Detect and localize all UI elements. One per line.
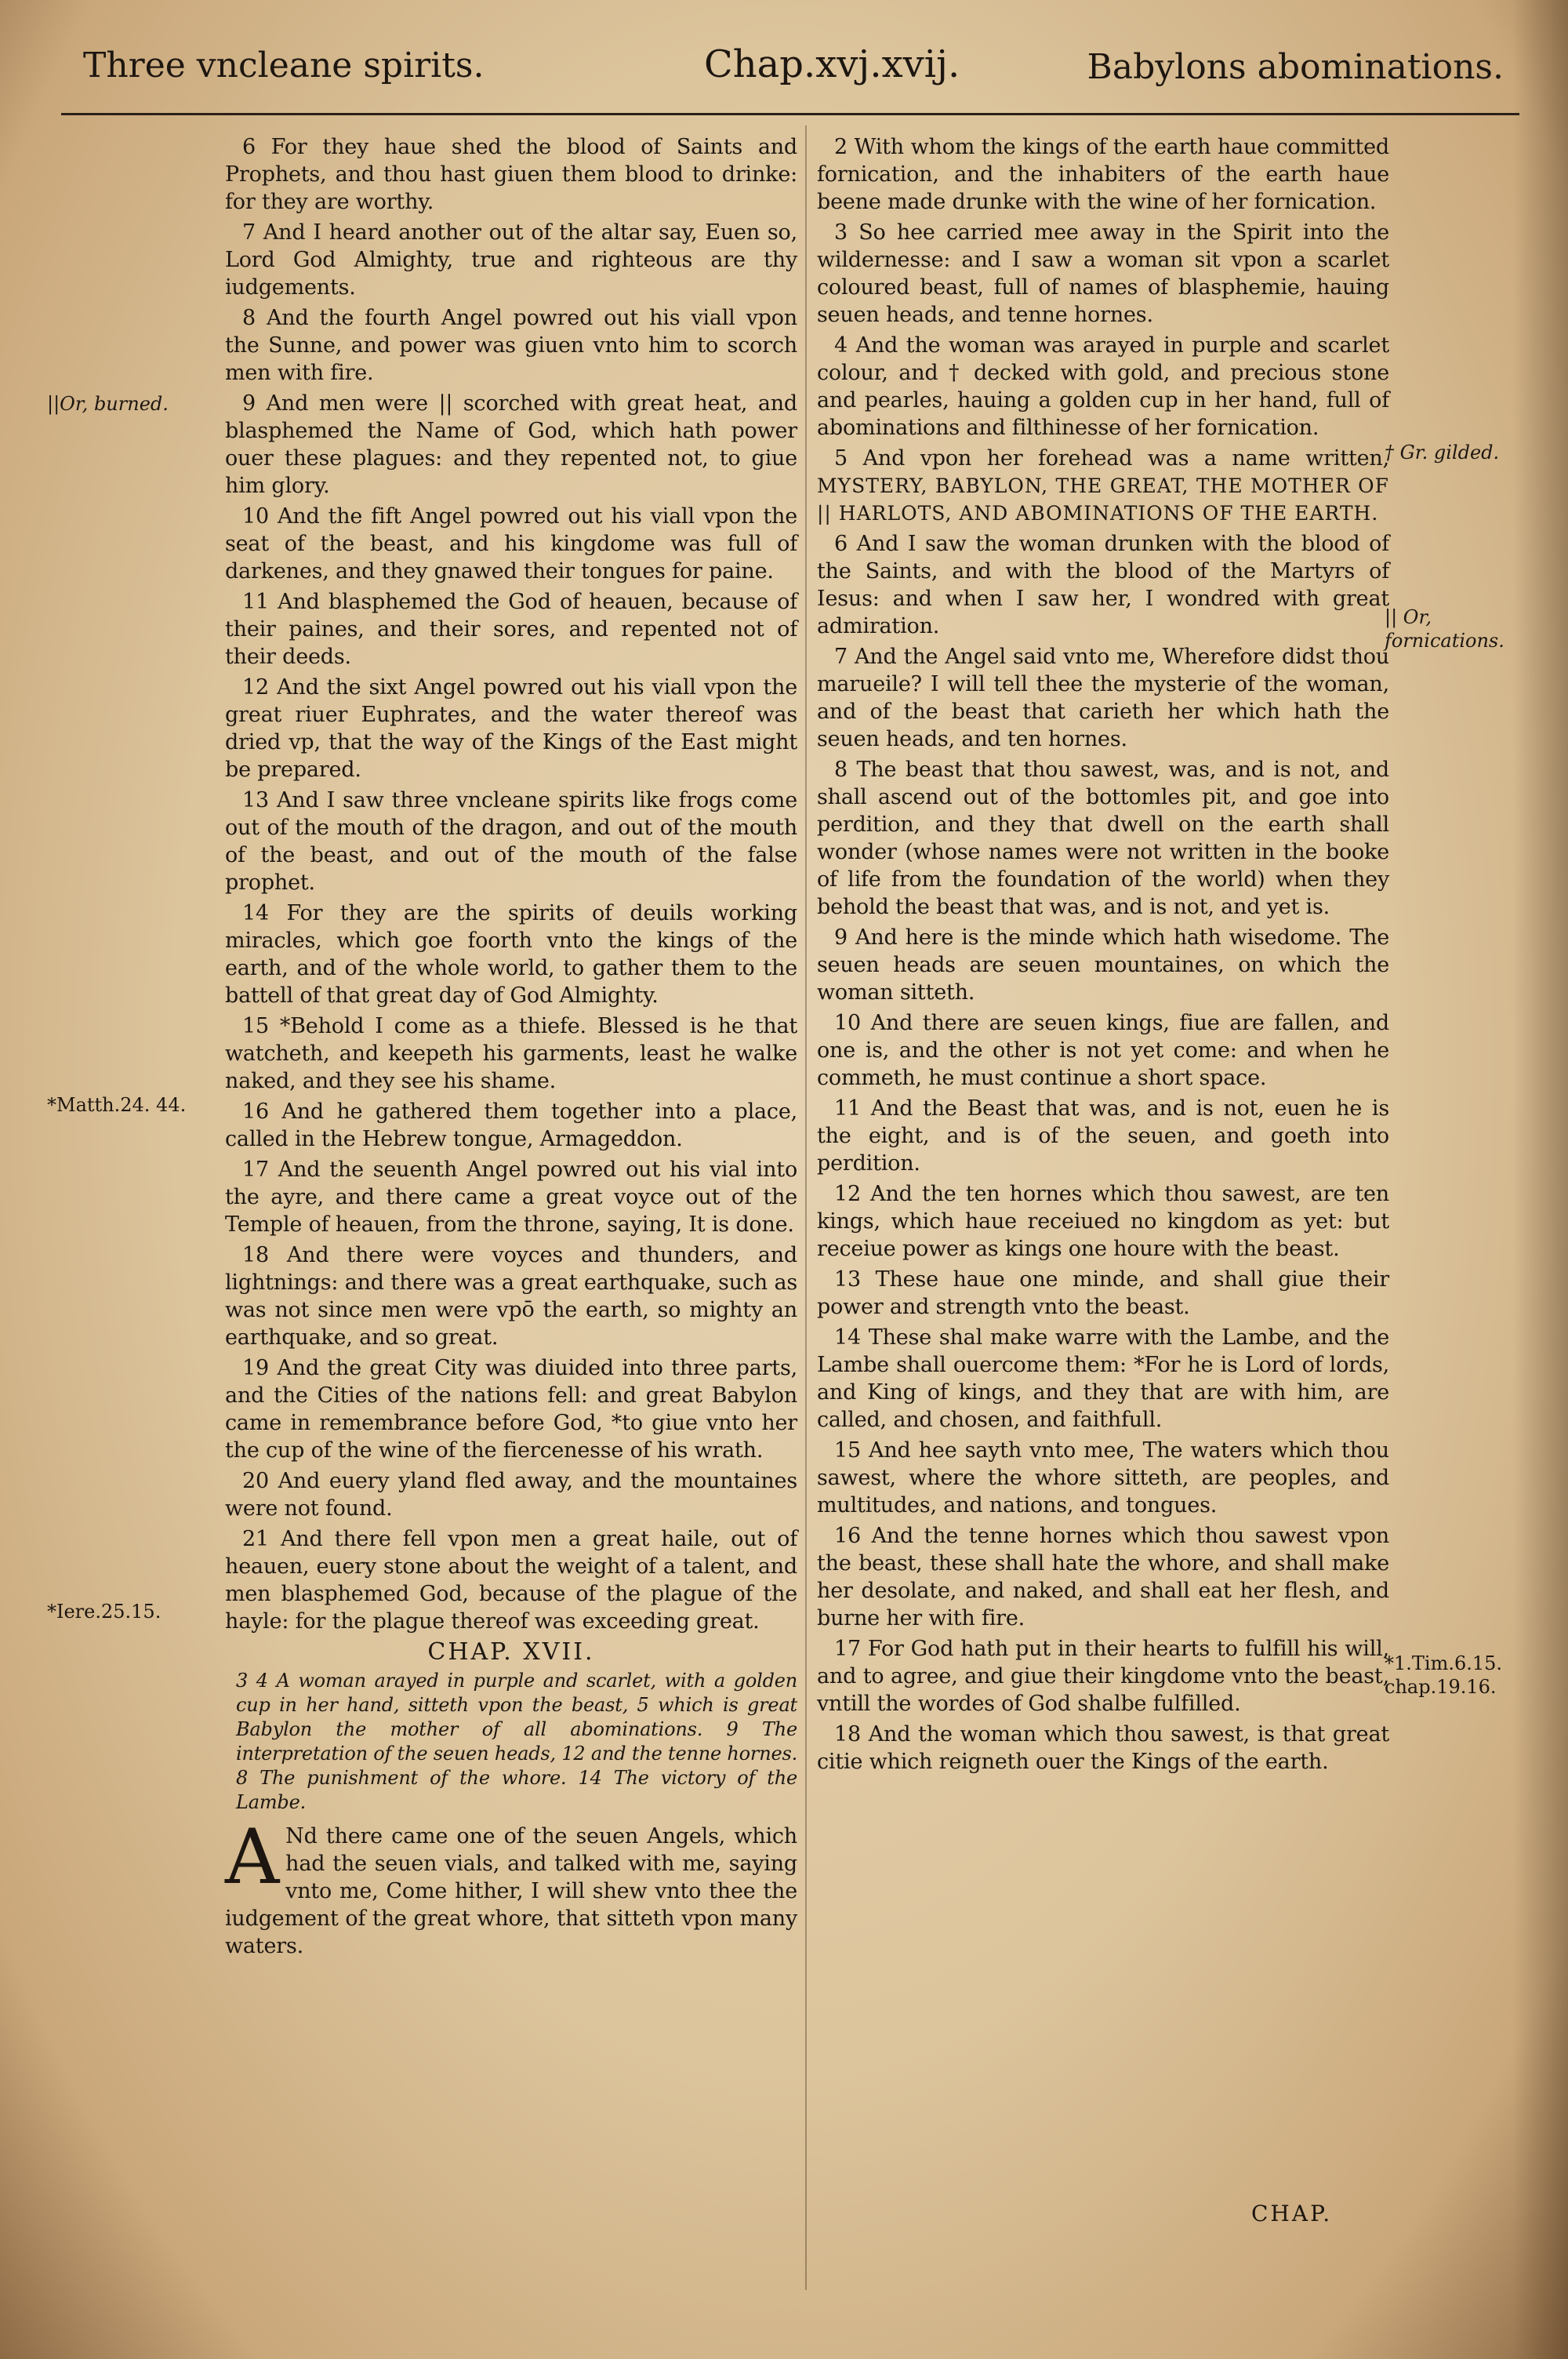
verse-16-18: 18 And there were voyces and thunders, and lightnings: and there was a great earthquake, such as was not since men were vpō the earth, so mighty an earthquake, and so great.	[225, 1243, 797, 1350]
drop-cap: A	[225, 1813, 280, 1901]
margin-note-timothy: *1.Tim.6.15. chap.19.16.	[1385, 1652, 1503, 1698]
verse-17-1	[225, 1813, 797, 1960]
margin-note-or-fornications: || Or, fornications.	[1385, 606, 1504, 652]
verse-17-4: 4 And the woman was arayed in purple and scarlet colour, and † decked with gold, and precious stone and pearles, hauing a golden cup in her hand, full of abominations and filthinesse of her fornication.	[817, 333, 1389, 440]
verse-17-6: 6 And I saw the woman drunken with the blood of the Saints, and with the blood of the Martyrs of Iesus: and when I saw her, I wondred with great admiration.	[817, 532, 1389, 638]
running-head	[61, 31, 1519, 110]
verse-16-7: 7 And I heard another out of the altar say, Euen so, Lord God Almighty, true and righteous are thy iudgements.	[225, 220, 797, 300]
left-column	[225, 133, 797, 1963]
verse-17-16: 16 And the tenne hornes which thou sawest vpon the beast, these shall hate the whore, and shall make her desolate, and naked, and shall eat her flesh, and burne her with fire.	[817, 1524, 1389, 1630]
verse-17-17: 17 For God hath put in their hearts to fulfill his will, and to agree, and giue their kingdome vnto the beast, vntill the wordes of God shalbe fulfilled.	[817, 1637, 1389, 1716]
verse-16-12: 12 And the sixt Angel powred out his viall vpon the great riuer Euphrates, and the water thereof was dried vp, that the way of the Kings of the East might be prepared.	[225, 675, 797, 782]
verse-17-12: 12 And the ten hornes which thou sawest, are ten kings, which haue receiued no kingdom as yet: but receiue power as kings one houre with the beast.	[817, 1182, 1389, 1261]
verse-17-18: 18 And the woman which thou sawest, is that great citie which reigneth ouer the Kings of the earth.	[817, 1722, 1389, 1774]
verse-16-8: 8 And the fourth Angel powred out his viall vpon the Sunne, and power was giuen vnto him to scorch men with fire.	[225, 306, 797, 385]
verse-17-15: 15 And hee sayth vnto mee, The waters which thou sawest, where the whore sitteth, are peoples, and multitudes, and nations, and tongues.	[817, 1438, 1389, 1518]
verse-17-7: 7 And the Angel said vnto me, Wherefore didst thou marueile? I will tell thee the mysterie of the woman, and of the beast that carieth her which hath the seuen heads, and ten hornes.	[817, 645, 1389, 751]
verse-16-13: 13 And I saw three vncleane spirits like frogs come out of the mouth of the dragon, and out of the mouth of the beast, and out of the mouth of the false prophet.	[225, 788, 797, 895]
verse-16-6: 6 For they haue shed the blood of Saints and Prophets, and thou hast giuen them blood to drinke: for they are worthy.	[225, 135, 797, 214]
verse-16-17: 17 And the seuenth Angel powred out his vial into the ayre, and there came a great voyce out of the Temple of heauen, from the throne, saying, It is done.	[225, 1158, 797, 1237]
chapter-summary: 3 4 A woman arayed in purple and scarlet, with a golden cup in her hand, sitteth vpon the beast, 5 which is great Babylon the mother of all abominations. 9 The interpretation of the seuen heads, 12 and the tenne hornes. 8 The punishment of the whore. 14 The victory of the Lambe.	[236, 1670, 798, 1813]
verse-16-11: 11 And blasphemed the God of heauen, because of their paines, and their sores, and repented not of their deeds.	[225, 590, 797, 669]
margin-note-or-burned: ||Or, burned.	[47, 393, 169, 415]
verse-17-3: 3 So hee carried mee away in the Spirit into the wildernesse: and I saw a woman sit vpon a scarlet coloured beast, full of names of blasphemie, hauing seuen heads, and tenne hornes.	[817, 220, 1389, 327]
verse-17-5	[817, 445, 1389, 527]
verse-17-8: 8 The beast that thou sawest, was, and is not, and shall ascend out of the bottomles pit, and goe into perdition, and they that dwell on the earth shall wonder (whose names were not written in the booke of life from the foundation of the world) when they behold the beast that was, and is not, and yet is.	[817, 758, 1389, 919]
running-head-left: Three vncleane spirits.	[83, 45, 485, 85]
verse-17-10: 10 And there are seuen kings, fiue are fallen, and one is, and the other is not yet come: and when he commeth, he must continue a short space.	[817, 1011, 1389, 1090]
right-column	[817, 133, 1389, 1779]
verse-16-9: 9 And men were || scorched with great heat, and blasphemed the Name of God, which hath power ouer these plagues: and they repented not, to giue him glory.	[225, 391, 797, 498]
margin-note-gr-gilded: † Gr. gilded.	[1385, 442, 1500, 463]
verse-17-11: 11 And the Beast that was, and is not, euen he is the eight, and is of the seuen, and goeth into perdition.	[817, 1096, 1389, 1176]
verse-16-10: 10 And the fift Angel powred out his viall vpon the seat of the beast, and his kingdome was full of darkenes, and they gnawed their tongues for paine.	[225, 504, 797, 583]
verse-17-13: 13 These haue one minde, and shall giue their power and strength vnto the beast.	[817, 1267, 1389, 1319]
verse-17-1-text: Nd there came one of the seuen Angels, which had the seuen vials, and talked with me, saying vnto me, Come hither, I will shew vnto thee the iudgement of the great whore, that sitteth vpon many waters.	[225, 1824, 797, 1958]
verse-16-14: 14 For they are the spirits of deuils working miracles, which goe foorth vnto the kings of the earth, and of the whole world, to gather them to the battell of that great day of God Almighty.	[225, 901, 797, 1008]
catchword: CHAP.	[1251, 2201, 1333, 2226]
margin-note-matthew: *Matth.24. 44.	[47, 1094, 187, 1116]
margin-note-jeremiah: *Iere.25.15.	[47, 1601, 162, 1623]
verse-16-15: 15 *Behold I come as a thiefe. Blessed is he that watcheth, and keepeth his garments, least he walke naked, and they see his shame.	[225, 1014, 797, 1093]
verse-17-2: 2 With whom the kings of the earth haue committed fornication, and the inhabiters of the earth haue beene made drunke with the wine of her fornication.	[817, 135, 1389, 214]
running-head-right: Babylons abominations.	[1087, 47, 1504, 87]
verse-16-19: 19 And the great City was diuided into three parts, and the Cities of the nations fell: and great Babylon came in remembrance before God, *to giue vnto her the cup of the wine of the fiercenesse of his wrath.	[225, 1356, 797, 1463]
verse-16-16: 16 And he gathered them together into a place, called in the Hebrew tongue, Armageddon.	[225, 1100, 797, 1151]
verse-16-20: 20 And euery yland fled away, and the mountaines were not found.	[225, 1469, 797, 1521]
running-head-chapter: Chap.xvj.xvij.	[704, 42, 960, 86]
header-rule	[61, 113, 1519, 115]
verse-16-21: 21 And there fell vpon men a great haile, out of heauen, euery stone about the weight of a talent, and men blasphemed God, because of the plague of the hayle: for the plague thereof was exceeding great.	[225, 1527, 797, 1634]
chapter-heading: CHAP. XVII.	[427, 1638, 595, 1666]
verse-17-9: 9 And here is the minde which hath wisedome. The seuen heads are seuen mountaines, on which the woman sitteth.	[817, 925, 1389, 1005]
verse-17-5-name: MYSTERY, BABYLON, THE GREAT, THE MOTHER OF || HARLOTS, AND ABOMINATIONS OF THE EARTH.	[817, 474, 1389, 525]
verse-17-5-text: 5 And vpon her forehead was a name written,	[834, 446, 1389, 471]
column-divider	[805, 125, 807, 2290]
verse-17-14: 14 These shal make warre with the Lambe, and the Lambe shall ouercome them: *For he is Lord of lords, and King of kings, and they that are with him, are called, and chosen, and faithfull.	[817, 1325, 1389, 1432]
